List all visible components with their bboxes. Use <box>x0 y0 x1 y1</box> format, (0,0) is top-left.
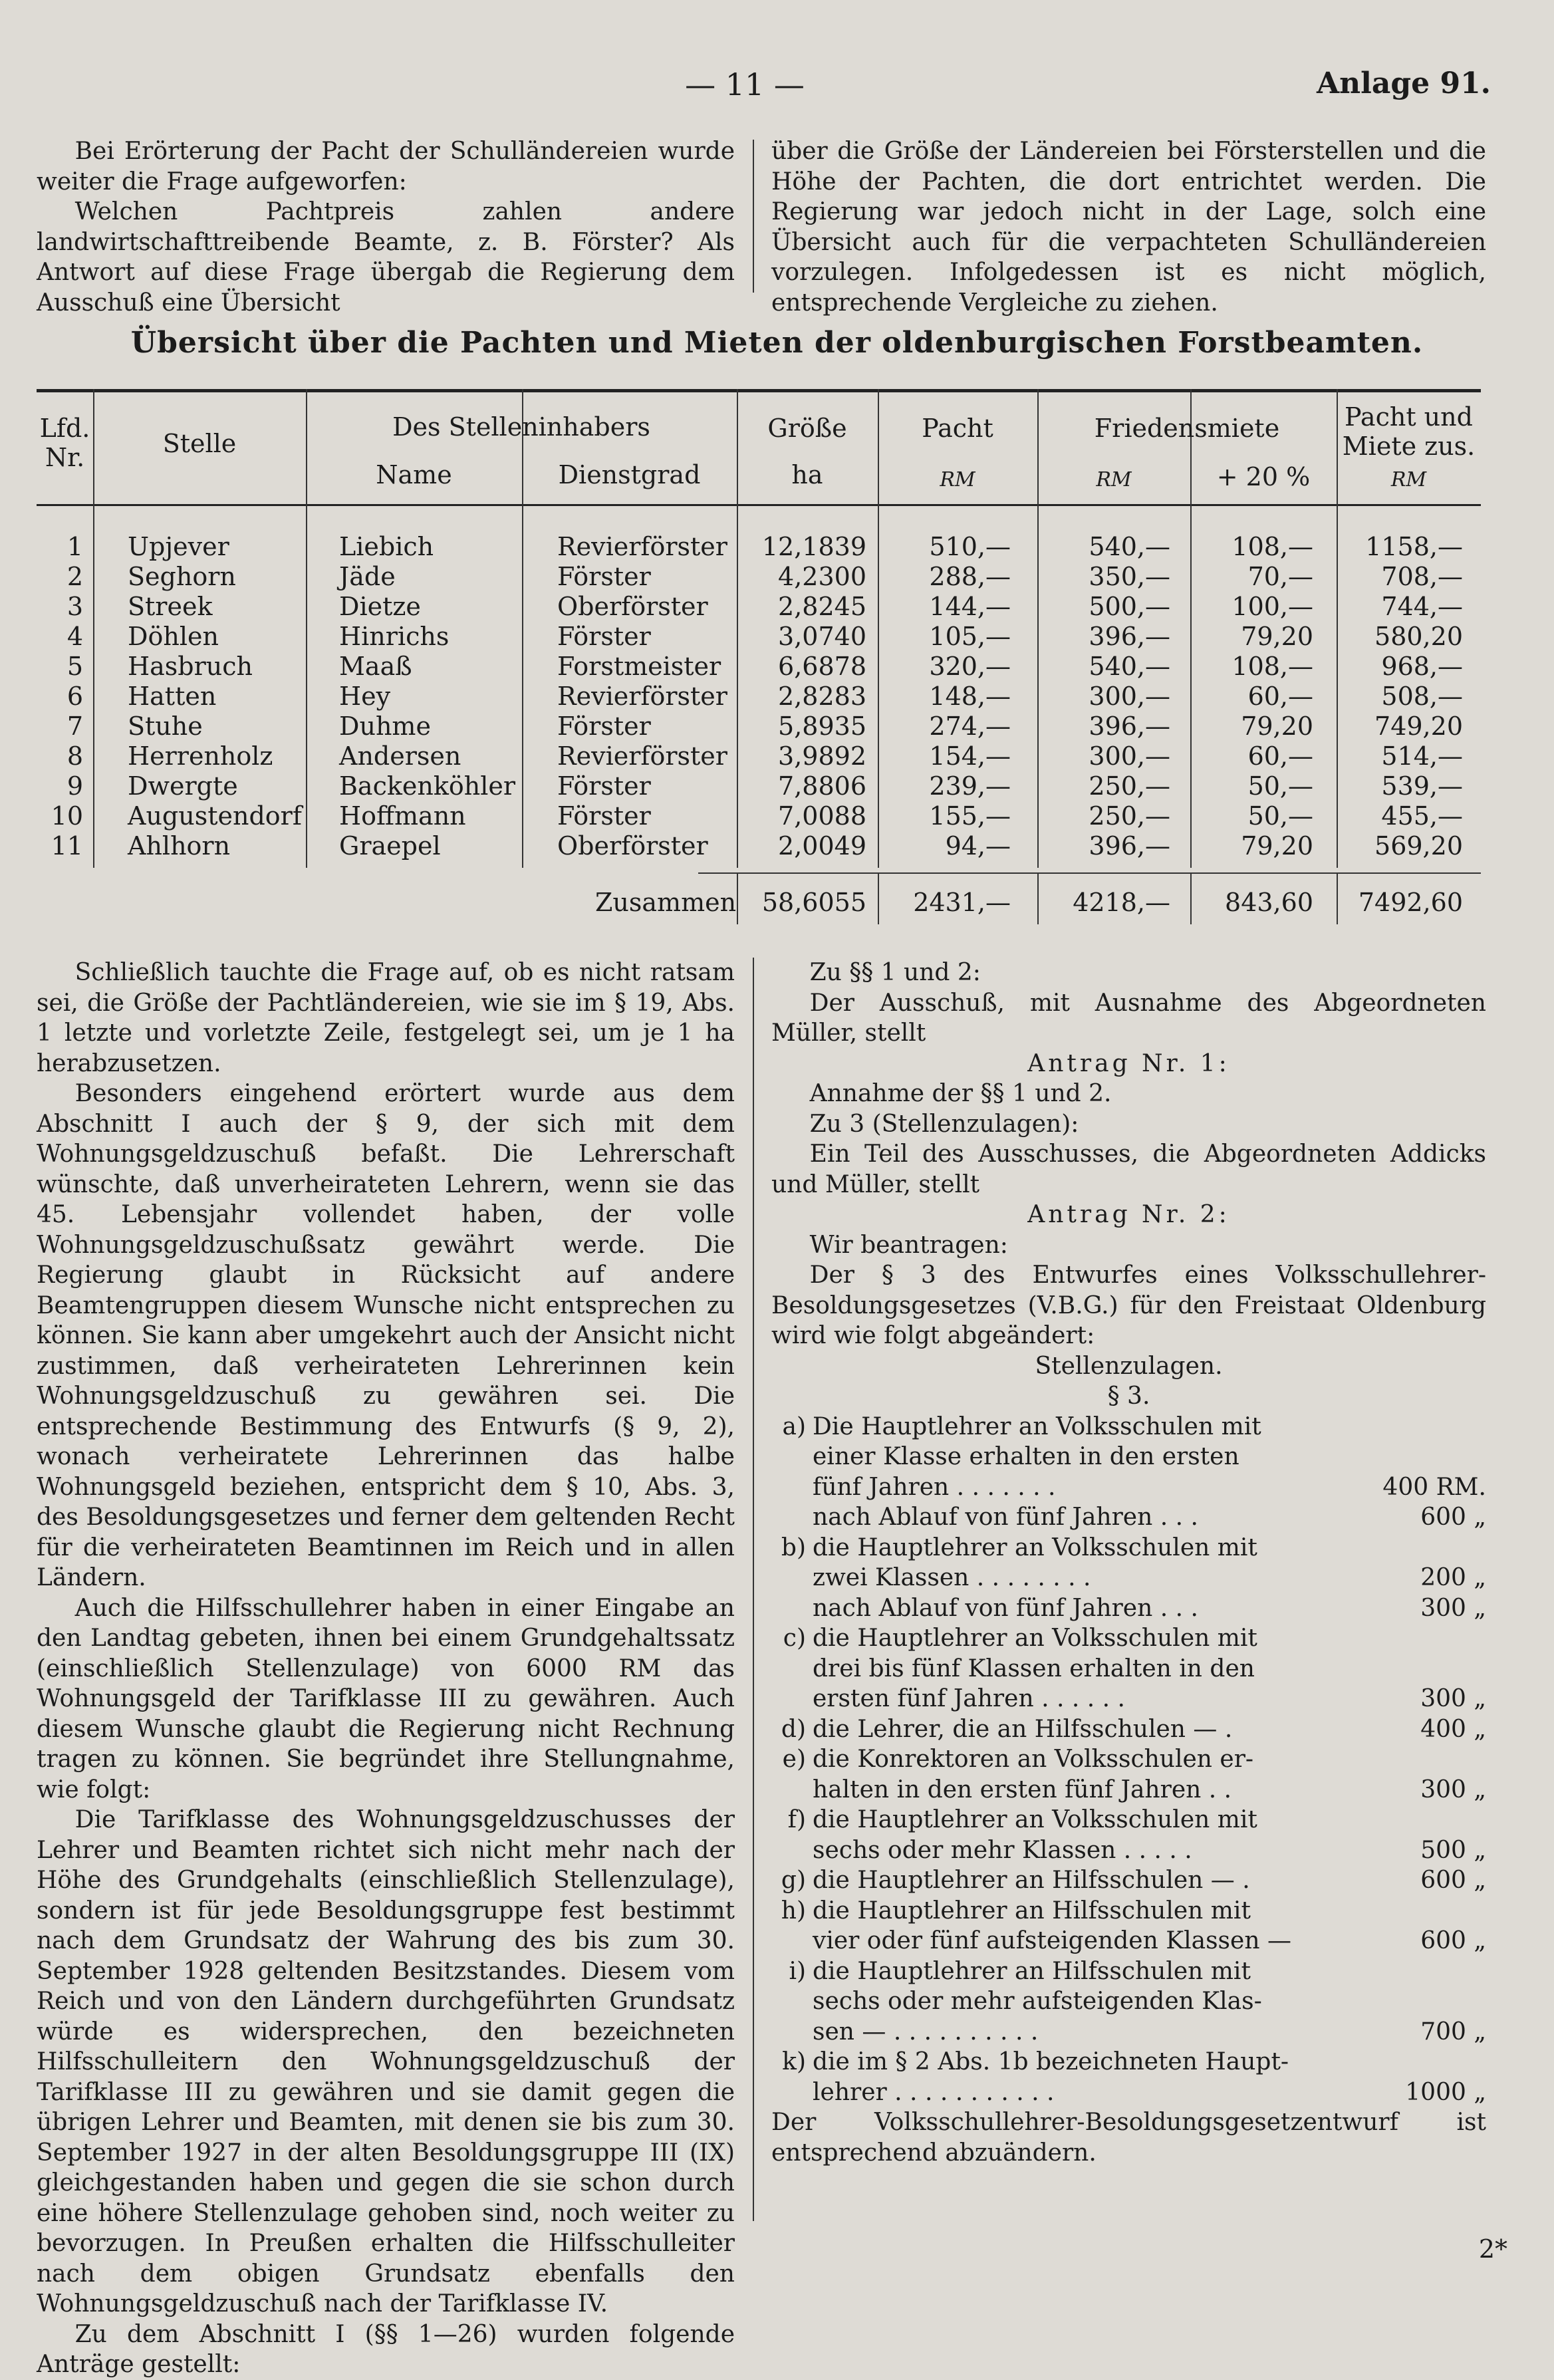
allowance-item <box>771 1623 1486 1714</box>
total-column-rule <box>1337 872 1338 924</box>
item-line <box>813 2047 1486 2077</box>
item-text <box>813 1896 1486 1956</box>
item-amount: 600 „ <box>1420 1867 1486 1894</box>
row-pacht: 510,— <box>929 532 1011 561</box>
row-miete: 300,— <box>1089 741 1170 771</box>
header-dienstgrad: Dienstgrad <box>558 460 701 489</box>
row-dienstgrad: Förster <box>557 801 651 831</box>
item-amount <box>1386 2047 1486 2077</box>
body-left-column <box>37 958 735 2380</box>
item-amount <box>1386 1986 1486 2017</box>
row-groesse: 3,0740 <box>778 622 866 651</box>
motion-heading: Antrag Nr. 2: <box>1027 1201 1230 1228</box>
header-rm: RM <box>1390 468 1427 491</box>
row-name: Andersen <box>339 741 461 771</box>
item-line <box>813 1744 1486 1775</box>
intro-paragraph: Welchen Pachtpreis zahlen andere landwirtschafttreibende Beamte, z. B. Förster? Als Antwort auf diese Frage übergab die Regierung dem Ausschuß eine Übersicht <box>37 198 735 317</box>
row-dienstgrad: Revierförster <box>557 682 727 711</box>
row-zusammen: 569,20 <box>1374 831 1463 860</box>
allowance-item <box>771 1714 1486 1745</box>
row-groesse: 7,0088 <box>778 801 866 831</box>
row-name: Duhme <box>339 712 431 741</box>
allowance-item <box>771 1744 1486 1805</box>
item-line-text: die Hauptlehrer an Hilfsschulen mit <box>813 1897 1251 1924</box>
total-pacht: 2431,— <box>913 888 1011 917</box>
row-groesse: 6,6878 <box>778 652 866 681</box>
item-line <box>813 1442 1486 1472</box>
item-line-text: nach Ablauf von fünf Jahren . . . <box>813 1504 1198 1531</box>
row-stelle: Hasbruch <box>128 652 253 681</box>
row-dienstgrad: Förster <box>557 562 651 591</box>
body-paragraph: Der Ausschuß, mit Ausnahme des Abgeordneten Müller, stellt <box>771 989 1486 1047</box>
item-line <box>813 1472 1486 1503</box>
allowance-item <box>771 1805 1486 1865</box>
row-nr: 7 <box>66 712 83 741</box>
row-zusammen: 1158,— <box>1365 532 1463 561</box>
header-pacht-miete: Pacht und <box>1345 402 1473 432</box>
table-top-rule <box>37 389 1481 392</box>
table-column-rule <box>93 389 94 868</box>
row-pacht: 288,— <box>929 562 1011 591</box>
row-name: Dietze <box>339 592 421 621</box>
closing-paragraph: Der Volksschullehrer-Besoldungsgesetzentwurf ist entsprechend abzuändern. <box>771 2109 1486 2167</box>
item-text <box>813 1805 1486 1865</box>
row-dienstgrad: Revierförster <box>557 532 727 561</box>
row-pacht: 154,— <box>929 741 1011 771</box>
row-dienstgrad: Förster <box>557 712 651 741</box>
item-letter: g) <box>781 1867 806 1894</box>
item-amount: 400 RM. <box>1382 1473 1486 1501</box>
item-line <box>813 1593 1486 1624</box>
row-miete: 540,— <box>1089 532 1170 561</box>
section-heading: Zu 3 (Stellenzulagen): <box>809 1110 1079 1138</box>
item-text <box>813 1623 1486 1714</box>
row-pacht: 239,— <box>929 771 1011 801</box>
item-line-text: Die Hauptlehrer an Volksschulen mit <box>813 1412 1261 1440</box>
item-amount: 300 „ <box>1420 1685 1486 1712</box>
header-plus20: + 20 % <box>1216 462 1311 491</box>
item-line <box>813 1623 1486 1654</box>
row-nr: 11 <box>51 831 83 860</box>
row-stelle: Seghorn <box>128 562 236 591</box>
item-line <box>813 2017 1486 2048</box>
row-miete: 250,— <box>1089 801 1170 831</box>
item-amount: 300 „ <box>1420 1776 1486 1803</box>
item-text <box>813 1533 1486 1624</box>
row-miete: 396,— <box>1089 831 1170 860</box>
header-inhaber: Des Stelleninhabers <box>392 412 650 442</box>
body-paragraph: Besonders eingehend erörtert wurde aus dem Abschnitt I auch der § 9, der sich mit dem Wohnungsgeldzuschuß befaßt. Die Lehrerschaft wünschte, daß unverheirateten Lehrern, wenn sie das 45. Lebensjahr vollendet haben, der volle Wohnungsgeldzuschußsatz gewährt werde. Die Regierung glaubt in Rücksicht auf andere Beamtengruppen diesem Wunsche nicht entsprechen zu können. Sie kann aber umgekehrt auch der Ansicht nicht zustimmen, daß verheirateten Lehrerinnen kein Wohnungsgeldzuschuß zu gewähren sei. Die entsprechende Bestimmung des Entwurfs (§ 9, 2), wonach verheiratete Lehrerinnen das halbe Wohnungsgeld beziehen, entspricht dem § 10, Abs. 3, des Besoldungsgesetzes und ferner dem geltenden Recht für die verheirateten Beamtinnen im Reich und in allen Ländern. <box>37 1080 735 1591</box>
row-pacht: 320,— <box>929 652 1011 681</box>
row-zusammen: 455,— <box>1381 801 1463 831</box>
item-text <box>813 1956 1486 2048</box>
row-pacht: 148,— <box>929 682 1011 711</box>
item-line-text: ersten fünf Jahren . . . . . . <box>813 1685 1125 1712</box>
row-plus20: 50,— <box>1247 771 1313 801</box>
item-text <box>813 1714 1486 1745</box>
item-line <box>813 1412 1486 1442</box>
allowance-item <box>771 1956 1486 2048</box>
item-line <box>813 1502 1486 1533</box>
column-divider <box>753 140 754 293</box>
table-title: Übersicht über die Pachten und Mieten der oldenburgischen Forstbeamten. <box>130 326 1424 360</box>
item-amount <box>1386 1744 1486 1775</box>
item-amount: 1000 „ <box>1405 2078 1486 2106</box>
page-number: — 11 — <box>685 66 805 102</box>
item-amount <box>1386 1654 1486 1684</box>
row-plus20: 108,— <box>1231 652 1313 681</box>
item-line <box>813 1714 1486 1745</box>
section-heading: Zu §§ 1 und 2: <box>809 959 981 986</box>
item-line-text: drei bis fünf Klassen erhalten in den <box>813 1654 1255 1682</box>
motion-heading: Antrag Nr. 1: <box>1027 1049 1230 1077</box>
item-line-text: nach Ablauf von fünf Jahren . . . <box>813 1594 1198 1622</box>
row-groesse: 2,8245 <box>778 592 866 621</box>
intro-right-column <box>771 136 1486 318</box>
item-line-text: die Konrektoren an Volksschulen er- <box>813 1746 1254 1773</box>
row-name: Graepel <box>339 831 441 860</box>
body-paragraph: Die Tarifklasse des Wohnungsgeldzuschusses der Lehrer und Beamten richtet sich nicht mehr nach der Höhe des Grundgehalts (einschließlich Stellenzulage), sondern ist für jede Besoldungsgruppe fest bestimmt nach dem Grundsatz der Wahrung des bis zum 30. September 1928 geltenden Besitzstandes. Diesem vom Reich und von den Ländern durchgeführten Grundsatz würde es widersprechen, den bezeichneten Hilfsschulleitern den Wohnungsgeldzuschuß der Tarifklasse III zu gewähren und sie damit gegen die übrigen Lehrer und Beamten, mit denen sie bis zum 30. September 1927 in der alten Besoldungsgruppe III (IX) gleichgestanden haben und gegen die sie schon durch eine höhere Stellenzulage gehoben sind, noch weiter zu bevorzugen. In Preußen erhalten die Hilfsschulleiter nach dem obigen Grundsatz ebenfalls den Wohnungsgeldzuschuß nach der Tarifklasse IV. <box>37 1806 735 2317</box>
item-letter: a) <box>782 1412 806 1440</box>
item-line-text: sen — . . . . . . . . . . <box>813 2018 1039 2046</box>
intro-paragraph: über die Größe der Ländereien bei Försterstellen und die Höhe der Pachten, die dort entrichtet werden. Die Regierung war jedoch nicht in der Lage, solch eine Übersicht auch für die verpachteten Schulländereien vorzulegen. Infolgedessen ist es nicht möglich, entsprechende Vergleiche zu ziehen. <box>771 138 1486 317</box>
allowance-item <box>771 1865 1486 1896</box>
item-text <box>813 1412 1486 1533</box>
item-line <box>813 1805 1486 1835</box>
item-line <box>813 1835 1486 1866</box>
item-amount <box>1386 1623 1486 1654</box>
row-zusammen: 968,— <box>1381 652 1463 681</box>
item-letter: d) <box>781 1715 806 1743</box>
row-dienstgrad: Förster <box>557 622 651 651</box>
row-nr: 1 <box>66 532 83 561</box>
total-rule <box>698 872 1481 874</box>
row-zusammen: 749,20 <box>1374 712 1463 741</box>
item-line-text: die Hauptlehrer an Volksschulen mit <box>813 1533 1257 1561</box>
row-nr: 6 <box>66 682 83 711</box>
header-pacht: Pacht <box>922 414 993 443</box>
item-line-text: die Hauptlehrer an Hilfsschulen mit <box>813 1957 1251 1985</box>
intro-paragraph: Bei Erörterung der Pacht der Schulländereien wurde weiter die Frage aufgeworfen: <box>37 138 735 196</box>
item-amount <box>1386 1533 1486 1563</box>
row-dienstgrad: Oberförster <box>557 831 708 860</box>
row-groesse: 7,8806 <box>778 771 866 801</box>
body-paragraph: Zu dem Abschnitt I (§§ 1—26) wurden folgende Anträge gestellt: <box>37 2320 735 2378</box>
item-line-text: die Hauptlehrer an Volksschulen mit <box>813 1806 1257 1833</box>
item-line <box>813 1956 1486 1987</box>
item-line-text: die Hauptlehrer an Volksschulen mit <box>813 1625 1257 1652</box>
item-amount <box>1386 1805 1486 1835</box>
item-line-text: sechs oder mehr Klassen . . . . . <box>813 1836 1192 1864</box>
item-letter: c) <box>783 1625 806 1652</box>
row-dienstgrad: Forstmeister <box>557 652 721 681</box>
row-groesse: 12,1839 <box>761 532 866 561</box>
row-zusammen: 508,— <box>1381 682 1463 711</box>
row-dienstgrad: Revierförster <box>557 741 727 771</box>
header-lfd: Lfd. <box>39 414 90 443</box>
row-plus20: 79,20 <box>1241 712 1313 741</box>
header-ha: ha <box>791 460 823 489</box>
item-text <box>813 1865 1486 1896</box>
header-groesse: Größe <box>767 414 847 443</box>
annex-label: Anlage 91. <box>1317 66 1491 100</box>
row-nr: 9 <box>66 771 83 801</box>
row-miete: 500,— <box>1089 592 1170 621</box>
row-pacht: 155,— <box>929 801 1011 831</box>
row-miete: 396,— <box>1089 712 1170 741</box>
row-miete: 540,— <box>1089 652 1170 681</box>
item-letter: e) <box>782 1746 806 1773</box>
row-stelle: Hatten <box>128 682 217 711</box>
row-stelle: Herrenholz <box>128 741 273 771</box>
item-amount: 600 „ <box>1420 1504 1486 1531</box>
row-nr: 2 <box>66 562 83 591</box>
item-amount <box>1386 1442 1486 1472</box>
body-paragraph: Auch die Hilfsschullehrer haben in einer Eingabe an den Landtag gebeten, ihnen bei einem Grundgehaltssatz (einschließlich Stellenzulage) von 6000 RM das Wohnungsgeld der Tarifklasse III zu gewähren. Auch diesem Wunsche glaubt die Regierung nicht Rechnung tragen zu können. Sie begründet ihre Stellungnahme, wie folgt: <box>37 1594 735 1803</box>
row-nr: 3 <box>66 592 83 621</box>
row-nr: 4 <box>66 622 83 651</box>
body-right-column <box>771 958 1486 2168</box>
item-line <box>813 1926 1486 1956</box>
item-line <box>813 1986 1486 2017</box>
row-zusammen: 514,— <box>1381 741 1463 771</box>
intro-left-column <box>37 136 735 318</box>
item-amount: 300 „ <box>1420 1594 1486 1622</box>
item-line-text: sechs oder mehr aufsteigenden Klas- <box>813 1988 1262 2015</box>
item-line-text: die im § 2 Abs. 1b bezeichneten Haupt- <box>813 2048 1289 2075</box>
item-line-text: lehrer . . . . . . . . . . . <box>813 2078 1055 2106</box>
sub-heading: Stellenzulagen. <box>1035 1352 1223 1380</box>
item-amount: 200 „ <box>1420 1564 1486 1591</box>
column-divider <box>753 958 754 2221</box>
allowance-item <box>771 2047 1486 2107</box>
sheet-signature: 2* <box>1478 2234 1507 2264</box>
row-miete: 250,— <box>1089 771 1170 801</box>
total-label: Zusammen <box>595 888 737 917</box>
item-line-text: die Lehrer, die an Hilfsschulen — . <box>813 1715 1233 1743</box>
row-name: Hey <box>339 682 391 711</box>
row-stelle: Döhlen <box>128 622 219 651</box>
row-miete: 396,— <box>1089 622 1170 651</box>
item-amount: 500 „ <box>1420 1836 1486 1864</box>
table-header-rule <box>37 504 1481 506</box>
total-plus20: 843,60 <box>1225 888 1313 917</box>
row-stelle: Dwergte <box>128 771 238 801</box>
header-rm: RM <box>940 468 975 491</box>
row-zusammen: 708,— <box>1381 562 1463 591</box>
item-line-text: die Hauptlehrer an Hilfsschulen — . <box>813 1867 1250 1894</box>
body-paragraph: Der § 3 des Entwurfes eines Volksschullehrer-Besoldungsgesetzes (V.B.G.) für den Freistaat Oldenburg wird wie folgt abgeändert: <box>771 1261 1486 1349</box>
allowance-item <box>771 1896 1486 1956</box>
row-stelle: Stuhe <box>128 712 203 741</box>
row-name: Maaß <box>339 652 412 681</box>
total-column-rule <box>737 872 738 924</box>
row-plus20: 79,20 <box>1241 831 1313 860</box>
row-zusammen: 539,— <box>1381 771 1463 801</box>
item-line-text: vier oder fünf aufsteigenden Klassen — <box>813 1927 1291 1954</box>
row-plus20: 79,20 <box>1241 622 1313 651</box>
item-line <box>813 1533 1486 1563</box>
item-letter: f) <box>787 1806 806 1833</box>
row-pacht: 105,— <box>929 622 1011 651</box>
item-amount <box>1386 1896 1486 1926</box>
row-name: Jäde <box>339 562 396 591</box>
item-amount <box>1386 1412 1486 1442</box>
item-amount <box>1386 1956 1486 1987</box>
row-pacht: 274,— <box>929 712 1011 741</box>
item-line-text: halten in den ersten fünf Jahren . . <box>813 1776 1232 1803</box>
item-line <box>813 1865 1486 1896</box>
header-stelle: Stelle <box>162 429 237 458</box>
body-paragraph: Annahme der §§ 1 und 2. <box>809 1080 1112 1107</box>
row-pacht: 94,— <box>945 831 1011 860</box>
row-zusammen: 744,— <box>1381 592 1463 621</box>
header-name: Name <box>376 460 452 489</box>
row-stelle: Streek <box>128 592 213 621</box>
row-groesse: 2,0049 <box>778 831 866 860</box>
allowance-list <box>771 1412 1486 2108</box>
header-nr: Nr. <box>45 443 85 472</box>
item-text <box>813 1744 1486 1805</box>
header-rm: RM <box>1096 468 1132 491</box>
body-paragraph: Schließlich tauchte die Frage auf, ob es nicht ratsam sei, die Größe der Pachtländereien, wie sie im § 19, Abs. 1 letzte und vorletzte Zeile, festgelegt sei, um je 1 ha herabzusetzen. <box>37 959 735 1077</box>
row-name: Hinrichs <box>339 622 450 651</box>
total-groesse: 58,6055 <box>761 888 866 917</box>
row-name: Hoffmann <box>339 801 466 831</box>
row-stelle: Augustendorf <box>128 801 302 831</box>
row-groesse: 4,2300 <box>778 562 866 591</box>
row-plus20: 100,— <box>1231 592 1313 621</box>
total-column-rule <box>878 872 879 924</box>
body-paragraph: Ein Teil des Ausschusses, die Abgeordneten Addicks und Müller, stellt <box>771 1140 1486 1198</box>
row-plus20: 60,— <box>1247 741 1313 771</box>
row-pacht: 144,— <box>929 592 1011 621</box>
item-line <box>813 1563 1486 1593</box>
total-miete: 4218,— <box>1073 888 1170 917</box>
item-letter: h) <box>781 1897 806 1924</box>
row-plus20: 70,— <box>1247 562 1313 591</box>
item-line <box>813 1775 1486 1805</box>
paragraph-sign: § 3. <box>1107 1383 1150 1410</box>
row-plus20: 60,— <box>1247 682 1313 711</box>
row-stelle: Ahlhorn <box>128 831 231 860</box>
row-plus20: 108,— <box>1231 532 1313 561</box>
row-dienstgrad: Oberförster <box>557 592 708 621</box>
row-zusammen: 580,20 <box>1374 622 1463 651</box>
item-line-text: einer Klasse erhalten in den ersten <box>813 1443 1239 1470</box>
body-paragraph: Wir beantragen: <box>809 1231 1008 1259</box>
row-groesse: 2,8283 <box>778 682 866 711</box>
item-line <box>813 2077 1486 2108</box>
row-groesse: 3,9892 <box>778 741 866 771</box>
row-name: Backenköhler <box>339 771 516 801</box>
row-name: Liebich <box>339 532 434 561</box>
row-dienstgrad: Förster <box>557 771 651 801</box>
header-pacht-miete: Miete zus. <box>1342 432 1476 461</box>
item-line <box>813 1684 1486 1714</box>
item-line <box>813 1654 1486 1684</box>
allowance-item <box>771 1533 1486 1624</box>
allowance-item <box>771 1412 1486 1533</box>
item-line <box>813 1896 1486 1926</box>
total-column-rule <box>1190 872 1192 924</box>
row-miete: 350,— <box>1089 562 1170 591</box>
header-friedensmiete: Friedensmiete <box>1094 414 1280 443</box>
total-zusammen: 7492,60 <box>1358 888 1463 917</box>
row-nr: 8 <box>66 741 83 771</box>
item-amount: 400 „ <box>1420 1715 1486 1743</box>
total-column-rule <box>1037 872 1039 924</box>
row-stelle: Upjever <box>128 532 229 561</box>
row-groesse: 5,8935 <box>778 712 866 741</box>
item-line-text: zwei Klassen . . . . . . . . <box>813 1564 1091 1591</box>
row-plus20: 50,— <box>1247 801 1313 831</box>
item-text <box>813 2047 1486 2107</box>
row-nr: 10 <box>51 801 83 831</box>
row-nr: 5 <box>66 652 83 681</box>
item-letter: b) <box>781 1533 806 1561</box>
row-miete: 300,— <box>1089 682 1170 711</box>
item-amount: 600 „ <box>1420 1927 1486 1954</box>
item-amount: 700 „ <box>1420 2018 1486 2046</box>
item-line-text: fünf Jahren . . . . . . . <box>813 1473 1056 1501</box>
item-letter: k) <box>782 2048 806 2075</box>
item-letter: i) <box>789 1957 806 1985</box>
